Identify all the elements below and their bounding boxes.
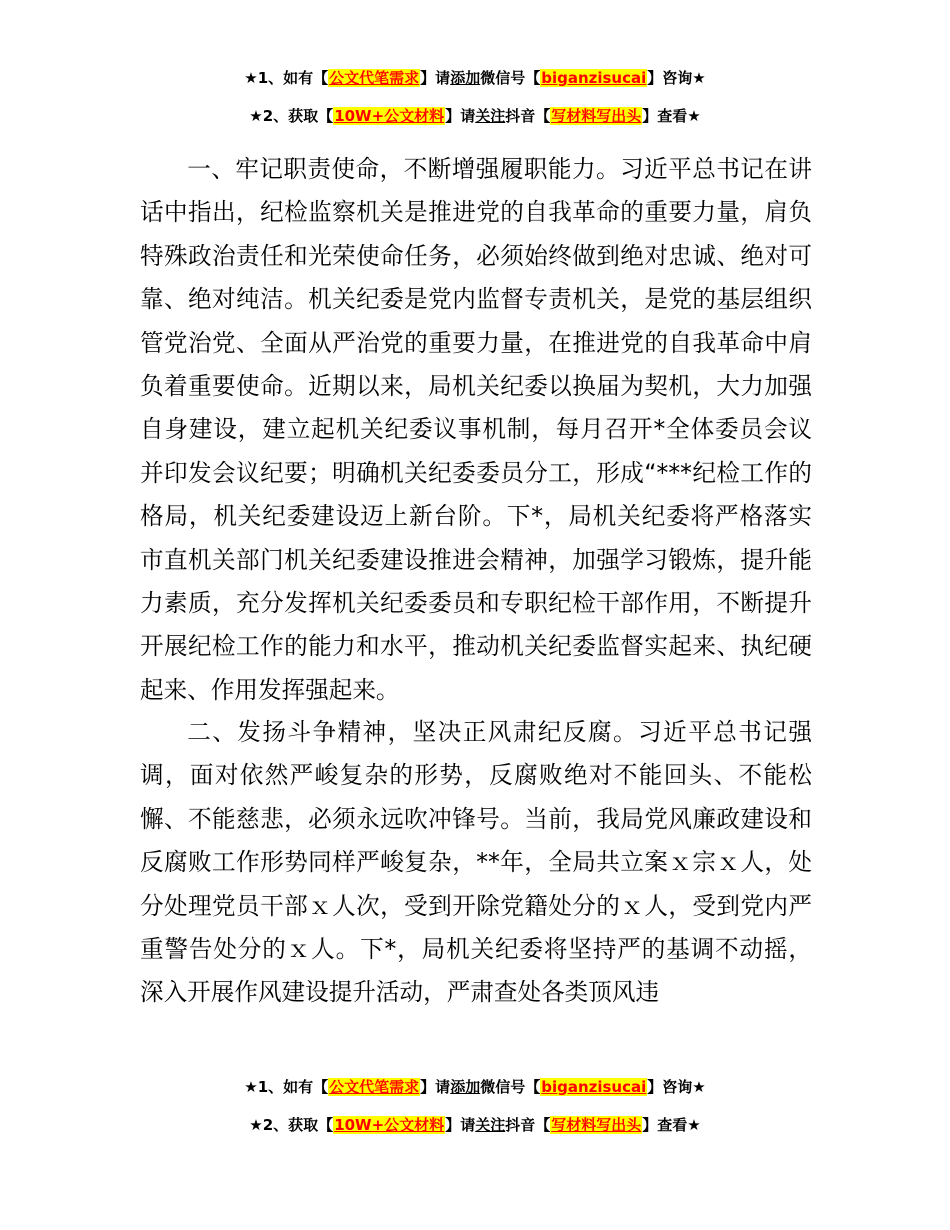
footer-line-1-mid1: 】请 <box>420 1078 451 1096</box>
footer-line-1-prefix: ★1、如有【 <box>244 1078 329 1096</box>
header-underline-follow: 关注 <box>475 107 506 125</box>
footer-line-2-suffix: 】查看★ <box>642 1116 701 1134</box>
header-line-2-prefix: ★2、获取【 <box>249 107 334 125</box>
header-highlight-service: 公文代笔需求 <box>329 69 420 87</box>
paragraph-2: 二、发扬斗争精神，坚决正风肃纪反腐。习近平总书记强调，面对依然严峻复杂的形势，反腐败绝对不能回头、不能松懈、不能慈悲，必须永远吹冲锋号。当前，我局党风廉政建设和反腐败工作形势同样严峻复杂，**年，全局共立案ｘ宗ｘ人，处分处理党员干部ｘ人次，受到开除党籍处分的ｘ人，受到党内严重警告处分的ｘ人。下*，局机关纪委将坚持严的基调不动摇，深入开展作风建设提升活动，严肃查处各类顶风违 <box>140 718 812 1007</box>
footer-highlight-wechat-id: biganzisucai <box>541 1078 647 1096</box>
header-highlight-wechat-id: biganzisucai <box>541 69 647 87</box>
header-line-2-suffix: 】查看★ <box>642 107 701 125</box>
footer-underline-follow: 关注 <box>475 1116 506 1134</box>
footer-line-1-suffix: 】咨询★ <box>647 1078 706 1096</box>
header-line-2 <box>0 106 950 126</box>
footer-highlight-service: 公文代笔需求 <box>329 1078 420 1096</box>
footer-line-2-mid1: 】请 <box>445 1116 476 1134</box>
header-highlight-douyin: 写材料写出头 <box>551 107 642 125</box>
footer-line-2 <box>0 1115 950 1135</box>
footer-line-1-mid2: 微信号【 <box>480 1078 541 1096</box>
footer-underline-add: 添加 <box>450 1078 481 1096</box>
header-underline-add: 添加 <box>450 69 481 87</box>
footer-highlight-materials: 10W+公文材料 <box>334 1116 445 1134</box>
footer-line-2-mid2: 抖音【 <box>505 1116 551 1134</box>
header-line-1-mid1: 】请 <box>420 69 451 87</box>
header-line-1-prefix: ★1、如有【 <box>244 69 329 87</box>
paragraph-1: 一、牢记职责使命，不断增强履职能力。习近平总书记在讲话中指出，纪检监察机关是推进党的自我革命的重要力量，肩负特殊政治责任和光荣使命任务，必须始终做到绝对忠诚、绝对可靠、绝对纯洁。机关纪委是党内监督专责机关，是党的基层组织管党治党、全面从严治党的重要力量，在推进党的自我革命中肩负着重要使命。近期以来，局机关纪委以换届为契机，大力加强自身建设，建立起机关纪委议事机制，每月召开*全体委员会议并印发会议纪要；明确机关纪委委员分工，形成“***纪检工作的格局，机关纪委建设迈上新台阶。下*，局机关纪委将严格落实市直机关部门机关纪委建设推进会精神，加强学习锻炼，提升能力素质，充分发挥机关纪委委员和专职纪检干部作用，不断提升开展纪检工作的能力和水平，推动机关纪委监督实起来、执纪硬起来、作用发挥强起来。 <box>140 155 812 704</box>
header-line-1-mid2: 微信号【 <box>480 69 541 87</box>
header-line-2-mid1: 】请 <box>445 107 476 125</box>
footer-highlight-douyin: 写材料写出头 <box>551 1116 642 1134</box>
header-line-2-mid2: 抖音【 <box>505 107 551 125</box>
footer-line-1 <box>0 1077 950 1097</box>
header-highlight-materials: 10W+公文材料 <box>334 107 445 125</box>
header-line-1 <box>0 68 950 88</box>
footer-line-2-prefix: ★2、获取【 <box>249 1116 334 1134</box>
header-line-1-suffix: 】咨询★ <box>647 69 706 87</box>
